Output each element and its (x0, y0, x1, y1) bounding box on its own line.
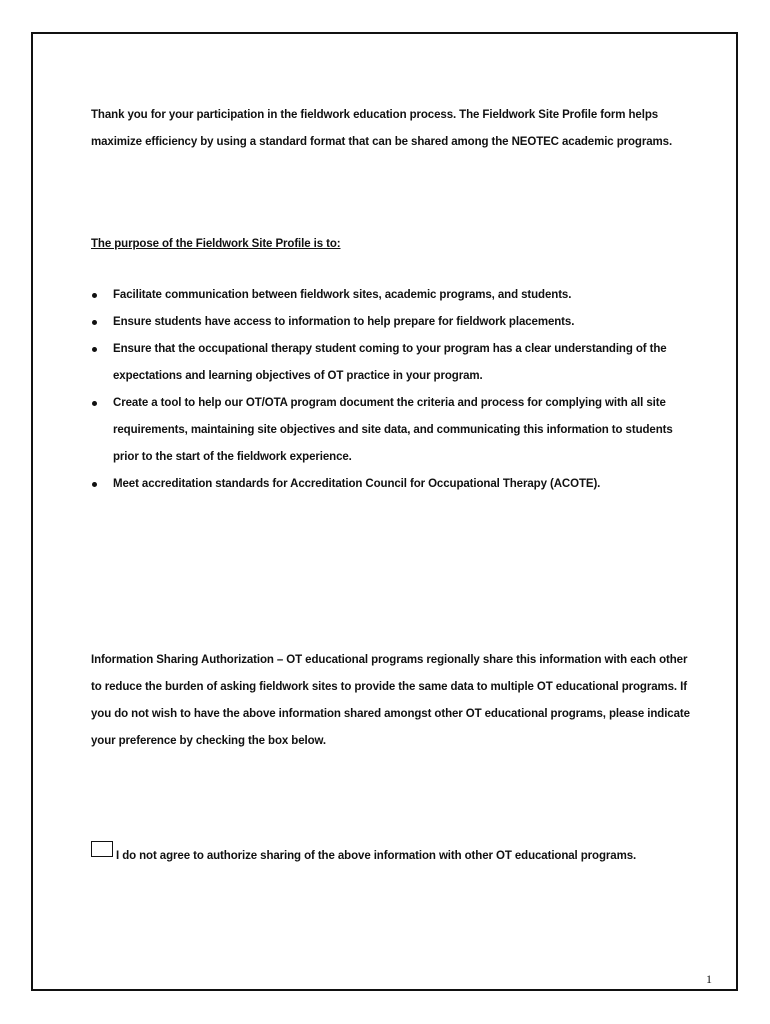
purpose-heading: The purpose of the Fieldwork Site Profile is to: (91, 238, 341, 250)
document-page (31, 32, 738, 991)
list-item: Ensure students have access to information to help prepare for fieldwork placements. (91, 309, 691, 336)
purpose-list (91, 282, 691, 498)
intro-paragraph: Thank you for your participation in the fieldwork education process. The Fieldwork Site Profile form helps maximize efficiency by using a standard format that can be shared among the NEOTEC academic programs. (91, 109, 673, 148)
page-number: 1 (706, 972, 712, 986)
list-item: Facilitate communication between fieldwork sites, academic programs, and students. (91, 282, 691, 309)
list-item: Meet accreditation standards for Accreditation Council for Occupational Therapy (ACOTE). (91, 471, 691, 498)
authorization-paragraph: Information Sharing Authorization – OT educational programs regionally share this information with each other to reduce the burden of asking fieldwork sites to provide the same data to multiple OT educational programs. If you do not wish to have the above information shared amongst other OT educational programs, please indicate your preference by checking the box below. (91, 654, 690, 747)
do-not-share-label: I do not agree to authorize sharing of the above information with other OT educational programs. (116, 850, 637, 862)
list-item: Ensure that the occupational therapy student coming to your program has a clear understanding of the expectations and learning objectives of OT practice in your program. (91, 336, 691, 390)
list-item: Create a tool to help our OT/OTA program document the criteria and process for complying with all site requirements, maintaining site objectives and site data, and communicating this information to students prior to the start of the fieldwork experience. (91, 390, 691, 471)
